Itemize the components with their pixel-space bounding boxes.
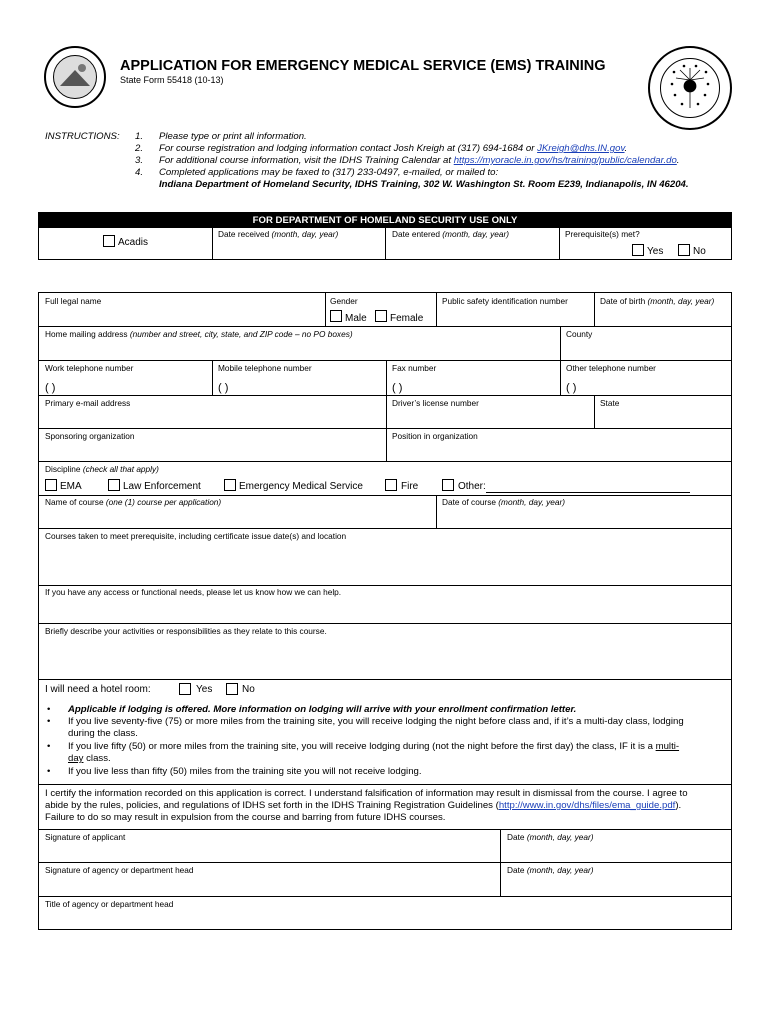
lodging-note-2: If you live seventy-five (75) or more miles from the training site, you will receive lodging the night before class and, if it’s a multi-day class, lodging <box>68 716 684 727</box>
date-entered-label: Date entered (month, day, year) <box>392 229 510 239</box>
instruction-4: Completed applications may be faxed to (317) 233-0497, e-mailed, or mailed to: <box>159 167 499 178</box>
home-address-label: Home mailing address (number and street, city, state, and ZIP code – no PO boxes) <box>45 329 353 339</box>
male-label: Male <box>345 313 367 324</box>
applicant-date-label: Date (month, day, year) <box>507 832 594 842</box>
male-checkbox[interactable] <box>330 310 342 322</box>
mailing-address: Indiana Department of Homeland Security, IDHS Training, 302 W. Washington St. Room E239, Indianapolis, IN 46204. <box>159 179 689 190</box>
sponsoring-org-label: Sponsoring organization <box>45 431 135 441</box>
hotel-no-checkbox[interactable] <box>226 683 238 695</box>
drivers-license-label: Driver’s license number <box>392 398 479 408</box>
bullet-icon: • <box>47 716 51 727</box>
agency-head-date-label: Date (month, day, year) <box>507 865 594 875</box>
hotel-yes-label: Yes <box>196 684 213 695</box>
form-number: State Form 55418 (10-13) <box>120 75 224 85</box>
bullet-icon: • <box>47 741 51 752</box>
mobile-phone-label: Mobile telephone number <box>218 363 312 373</box>
ems-label: Emergency Medical Service <box>239 481 363 492</box>
other-label: Other: <box>458 481 486 492</box>
position-label: Position in organization <box>392 431 478 441</box>
idhs-seal <box>648 46 732 130</box>
acadis-label: Acadis <box>118 237 149 248</box>
courses-taken-label: Courses taken to meet prerequisite, including certificate issue date(s) and location <box>45 531 347 541</box>
ems-checkbox[interactable] <box>224 479 236 491</box>
instruction-4-number: 4. <box>135 167 144 178</box>
law-enforcement-label: Law Enforcement <box>123 481 201 492</box>
calendar-link[interactable]: https://myoracle.in.gov/hs/training/public/calendar.do <box>453 155 677 166</box>
lodging-note-4: If you live less than fifty (50) miles from the training site you will not receive lodging. <box>68 766 422 777</box>
prereq-no-label: No <box>693 246 706 257</box>
state-label: State <box>600 398 620 408</box>
public-safety-id-label: Public safety identification number <box>442 296 568 306</box>
guidelines-link[interactable]: http://www.in.gov/dhs/files/ema_guide.pdf <box>498 800 676 811</box>
dob-label: Date of birth (month, day, year) <box>600 296 715 306</box>
work-phone-label: Work telephone number <box>45 363 134 373</box>
hotel-yes-checkbox[interactable] <box>179 683 191 695</box>
fax-area: ( ) <box>392 382 403 394</box>
instruction-1: Please type or print all information. <box>159 131 307 142</box>
bullet-icon: • <box>47 766 51 777</box>
prereq-yes-checkbox[interactable] <box>632 244 644 256</box>
activities-label: Briefly describe your activities or responsibilities as they relate to this course. <box>45 626 327 636</box>
other-phone-area: ( ) <box>566 382 577 394</box>
applicant-signature-label: Signature of applicant <box>45 832 126 842</box>
agency-head-signature-label: Signature of agency or department head <box>45 865 194 875</box>
full-legal-name-label: Full legal name <box>45 296 102 306</box>
prereq-label: Prerequisite(s) met? <box>565 229 640 239</box>
lodging-note-3: If you live fifty (50) or more miles from the training site, you will receive lodging during (not the night before the first day) the class, IF it is a multi- <box>68 741 680 752</box>
office-use-heading: FOR DEPARTMENT OF HOMELAND SECURITY USE ONLY <box>39 213 731 228</box>
fax-label: Fax number <box>392 363 437 373</box>
female-checkbox[interactable] <box>375 310 387 322</box>
fire-checkbox[interactable] <box>385 479 397 491</box>
instructions-label: INSTRUCTIONS: <box>45 131 120 142</box>
access-needs-label: If you have any access or functional needs, please let us know how we can help. <box>45 587 342 597</box>
course-name-label: Name of course (one (1) course per application) <box>45 497 222 507</box>
certify-line-3: Failure to do so may result in expulsion from the course and barring from future IDHS courses. <box>45 812 446 823</box>
gender-label: Gender <box>330 296 358 306</box>
female-label: Female <box>390 313 424 324</box>
bullet-icon: • <box>47 704 51 715</box>
other-checkbox[interactable] <box>442 479 454 491</box>
email-link[interactable]: JKreigh@dhs.IN.gov <box>537 143 625 154</box>
other-phone-label: Other telephone number <box>566 363 656 373</box>
ema-checkbox[interactable] <box>45 479 57 491</box>
course-date-label: Date of course (month, day, year) <box>442 497 565 507</box>
instruction-3-number: 3. <box>135 155 144 166</box>
instruction-1-number: 1. <box>135 131 144 142</box>
fire-label: Fire <box>401 481 419 492</box>
main-form <box>38 292 732 930</box>
discipline-label: Discipline (check all that apply) <box>45 464 159 474</box>
prereq-yes-label: Yes <box>647 246 664 257</box>
lodging-note-2-cont: during the class. <box>68 728 138 739</box>
mobile-phone-area: ( ) <box>218 382 229 394</box>
lodging-note-3-cont: day class. <box>68 753 111 764</box>
work-phone-area: ( ) <box>45 382 56 394</box>
instruction-2-number: 2. <box>135 143 144 154</box>
hotel-label: I will need a hotel room: <box>45 684 151 695</box>
certify-line-1: I certify the information recorded on this application is correct. I understand falsification of information may result in dismissal from the course. I agree to <box>45 788 688 799</box>
page-title: APPLICATION FOR EMERGENCY MEDICAL SERVICE (EMS) TRAINING <box>120 58 606 74</box>
email-label: Primary e-mail address <box>45 398 131 408</box>
law-enforcement-checkbox[interactable] <box>108 479 120 491</box>
instruction-3: For additional course information, visit the IDHS Training Calendar at https://myoracle.in.gov/hs/training/public/calendar.do. <box>159 155 680 166</box>
date-received-label: Date received (month, day, year) <box>218 229 339 239</box>
other-input-line[interactable] <box>486 492 690 493</box>
indiana-state-seal <box>44 46 106 108</box>
hotel-no-label: No <box>242 684 255 695</box>
county-label: County <box>566 329 593 339</box>
prereq-no-checkbox[interactable] <box>678 244 690 256</box>
agency-head-title-label: Title of agency or department head <box>45 899 174 909</box>
certify-line-2: abide by the rules, policies, and regulations of IDHS set forth in the IDHS Training Registration Guidelines (http://www.in.gov/dhs/files/ema_guide.pdf). <box>45 800 682 811</box>
acadis-checkbox[interactable] <box>103 235 115 247</box>
ema-label: EMA <box>60 481 82 492</box>
instruction-2: For course registration and lodging information contact Josh Kreigh at (317) 694-1684 or JKreigh@dhs.IN.gov. <box>159 143 628 154</box>
lodging-note-1: Applicable if lodging is offered. More information on lodging will arrive with your enrollment confirmation letter. <box>68 704 577 715</box>
